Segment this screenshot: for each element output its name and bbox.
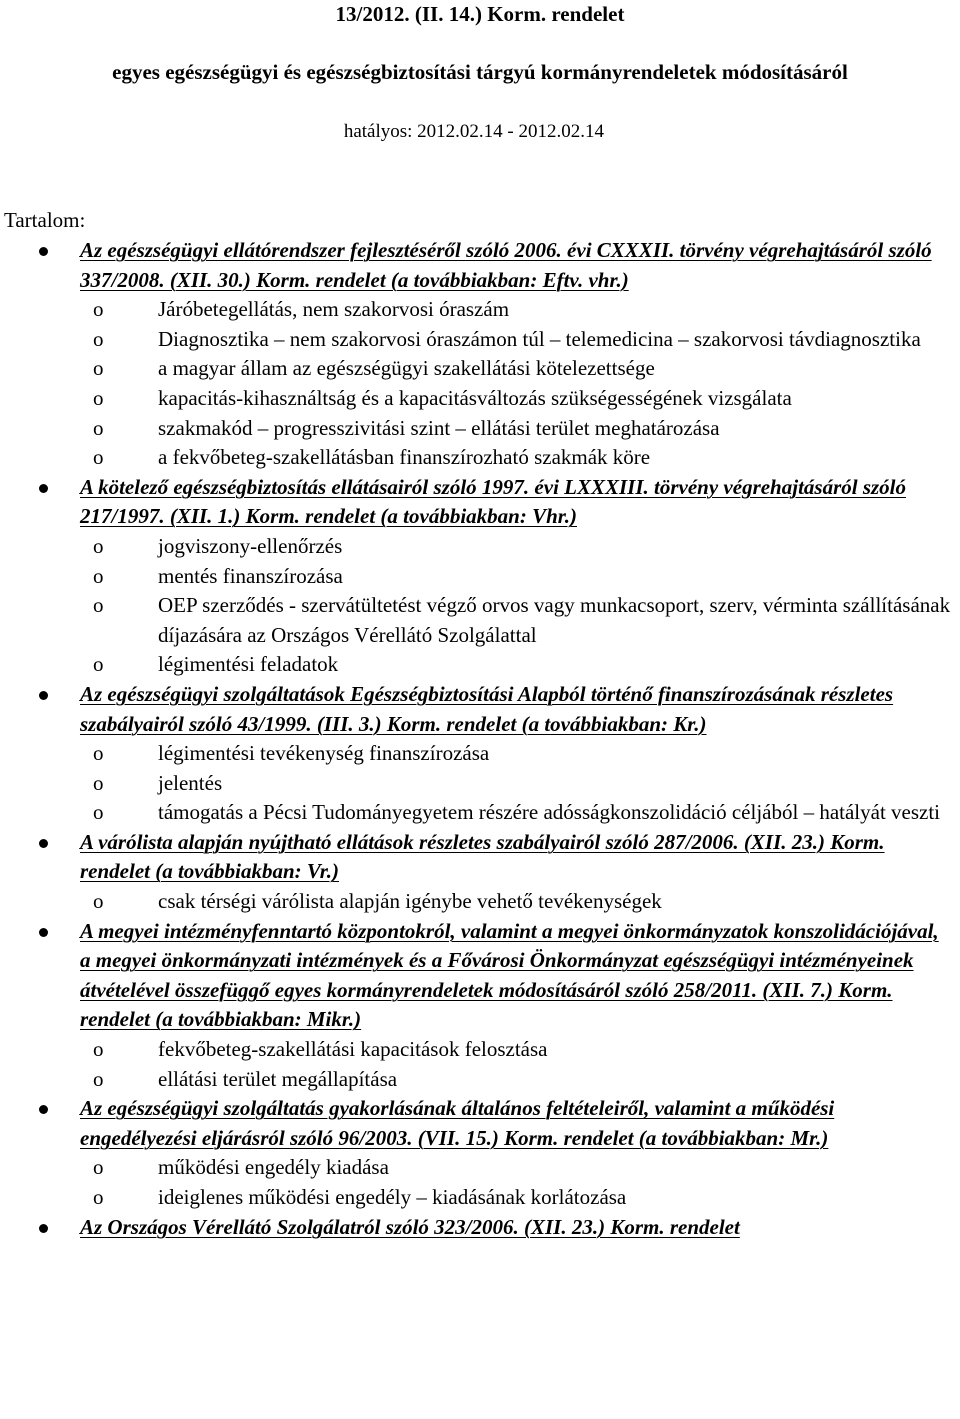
law-topic-text: Járóbetegellátás, nem szakorvosi óraszám xyxy=(158,297,510,322)
bullet-icon xyxy=(39,691,48,700)
circle-bullet-icon: o xyxy=(93,1155,104,1180)
law-topic-text: ellátási terület megállapítása xyxy=(158,1066,398,1091)
law-topic-item xyxy=(80,295,952,325)
contents-label: Tartalom: xyxy=(4,208,86,232)
law-link[interactable]: A várólista alapján nyújtható ellátások részletes szabályairól szóló 287/2006. (XII. 23.) Korm. rendelet (a továbbiakban: Vr.) xyxy=(80,829,885,884)
law-item xyxy=(80,1213,952,1243)
law-item xyxy=(80,680,952,828)
law-topic-item xyxy=(80,887,952,917)
law-topic-text: fekvőbeteg-szakellátási kapacitások felosztása xyxy=(158,1037,548,1062)
validity-period: hatályos: 2012.02.14 - 2012.02.14 xyxy=(343,121,604,142)
law-link[interactable]: Az egészségügyi ellátórendszer fejlesztéséről szóló 2006. évi CXXXII. törvény végrehajtásáról szóló 337/2008. (XII. 30.) Korm. rendelet (a továbbiakban: Eftv. vhr.) xyxy=(80,238,932,292)
circle-bullet-icon: o xyxy=(93,415,104,440)
law-topic-item xyxy=(80,739,952,769)
law-topic-item xyxy=(80,354,952,384)
law-topic-item xyxy=(80,769,952,799)
law-topic-text: működési engedély kiadása xyxy=(158,1155,389,1180)
circle-bullet-icon: o xyxy=(93,741,104,766)
circle-bullet-icon: o xyxy=(93,652,104,677)
law-topic-text: a magyar állam az egészségügyi szakellátási kötelezettsége xyxy=(158,356,655,381)
law-topic-item xyxy=(80,443,952,473)
bullet-icon xyxy=(39,484,48,493)
law-link[interactable]: Az Országos Vérellátó Szolgálatról szóló 323/2006. (XII. 23.) Korm. rendelet xyxy=(80,1214,740,1239)
law-topic-item xyxy=(80,1153,952,1183)
circle-bullet-icon: o xyxy=(93,1066,104,1091)
law-topic-text: légimentési feladatok xyxy=(158,652,339,677)
law-topic-item xyxy=(80,1065,952,1095)
law-link[interactable]: Az egészségügyi szolgáltatás gyakorlásának általános feltételeiről, valamint a működési engedélyezési eljárásról szóló 96/2003. (VII. 15.) Korm. rendelet (a továbbiakban: Mr.) xyxy=(80,1096,835,1150)
circle-bullet-icon: o xyxy=(93,563,104,588)
law-topic-text: szakmakód – progresszivitási szint – ellátási terület meghatározása xyxy=(158,415,720,440)
law-topic-text: jelentés xyxy=(158,770,223,795)
bullet-icon xyxy=(39,839,48,848)
law-topic-text: légimentési tevékenység finanszírozása xyxy=(158,741,490,766)
law-topic-item xyxy=(80,650,952,680)
law-topic-item xyxy=(80,591,952,650)
law-link[interactable]: A megyei intézményfenntartó központokról, valamint a megyei önkormányzatok konszolidációjával, a megyei önkormányzati intézmények és a Fővárosi Önkormányzat egészségügyi intézményeinek átvételével összefüggő egyes kormányrendeletek módosításáról szóló 258/2011. (XII. 7.) Korm. rendelet (a továbbiakban: Mikr.) xyxy=(80,918,939,1032)
bullet-icon xyxy=(39,928,48,937)
law-topic-item xyxy=(80,325,952,355)
law-item xyxy=(80,473,952,680)
circle-bullet-icon: o xyxy=(93,385,104,410)
document-subtitle: egyes egészségügyi és egészségbiztosítási tárgyú kormányrendeletek módosításáról xyxy=(112,60,848,84)
bullet-icon xyxy=(39,1105,48,1114)
law-topic-text: OEP szerződés - szervátültetést végző orvos vagy munkacsoport, szerv, vérminta szállításának díjazására az Országos Vérellátó Szolgálattal xyxy=(158,593,951,647)
law-topic-text: ideiglenes működési engedély – kiadásának korlátozása xyxy=(158,1185,627,1209)
law-topic-item xyxy=(80,798,952,828)
law-topic-item xyxy=(80,1035,952,1065)
law-link[interactable]: A kötelező egészségbiztosítás ellátásairól szóló 1997. évi LXXXIII. törvény végrehajtásáról szóló 217/1997. (XII. 1.) Korm. rendelet (a továbbiakban: Vhr.) xyxy=(80,474,907,529)
circle-bullet-icon: o xyxy=(93,800,104,825)
law-topic-text: támogatás a Pécsi Tudományegyetem részére adósságkonszolidáció céljából – hatályát veszti xyxy=(158,800,941,825)
law-topic-item xyxy=(80,1183,952,1213)
circle-bullet-icon: o xyxy=(93,1185,104,1209)
law-topic-item xyxy=(80,562,952,592)
law-topic-list xyxy=(80,887,952,917)
circle-bullet-icon: o xyxy=(93,297,104,322)
circle-bullet-icon: o xyxy=(93,770,104,795)
law-topic-text: Diagnosztika – nem szakorvosi óraszámon túl – telemedicina – szakorvosi távdiagnosztika xyxy=(158,326,921,351)
law-topic-text: jogviszony-ellenőrzés xyxy=(158,533,343,558)
circle-bullet-icon: o xyxy=(93,593,104,618)
law-topic-list xyxy=(80,1153,952,1212)
circle-bullet-icon: o xyxy=(93,889,104,914)
contents-list xyxy=(80,236,952,1242)
bullet-icon xyxy=(39,1224,48,1233)
law-topic-text: csak térségi várólista alapján igénybe vehető tevékenységek xyxy=(158,889,662,914)
circle-bullet-icon: o xyxy=(93,356,104,381)
circle-bullet-icon: o xyxy=(93,326,104,351)
law-topic-list xyxy=(80,532,952,680)
law-link[interactable]: Az egészségügyi szolgáltatások Egészségbiztosítási Alapból történő finanszírozásának részletes szabályairól szóló 43/1999. (III. 3.) Korm. rendelet (a továbbiakban: Kr.) xyxy=(80,681,894,736)
document-number-title: 13/2012. (II. 14.) Korm. rendelet xyxy=(335,2,625,26)
bullet-icon xyxy=(39,247,48,256)
law-topic-item xyxy=(80,384,952,414)
circle-bullet-icon: o xyxy=(93,533,104,558)
law-topic-list xyxy=(80,739,952,828)
law-topic-text: kapacitás-kihasználtság és a kapacitásváltozás szükségességének vizsgálata xyxy=(158,385,792,410)
law-item xyxy=(80,236,952,473)
law-topic-item xyxy=(80,414,952,444)
law-item xyxy=(80,917,952,1095)
law-topic-text: mentés finanszírozása xyxy=(158,563,343,588)
law-item xyxy=(80,1094,952,1212)
circle-bullet-icon: o xyxy=(93,445,104,470)
circle-bullet-icon: o xyxy=(93,1037,104,1062)
law-topic-text: a fekvőbeteg-szakellátásban finanszírozható szakmák köre xyxy=(158,445,651,470)
law-item xyxy=(80,828,952,917)
law-topic-item xyxy=(80,532,952,562)
law-topic-list xyxy=(80,1035,952,1094)
law-topic-list xyxy=(80,295,952,473)
